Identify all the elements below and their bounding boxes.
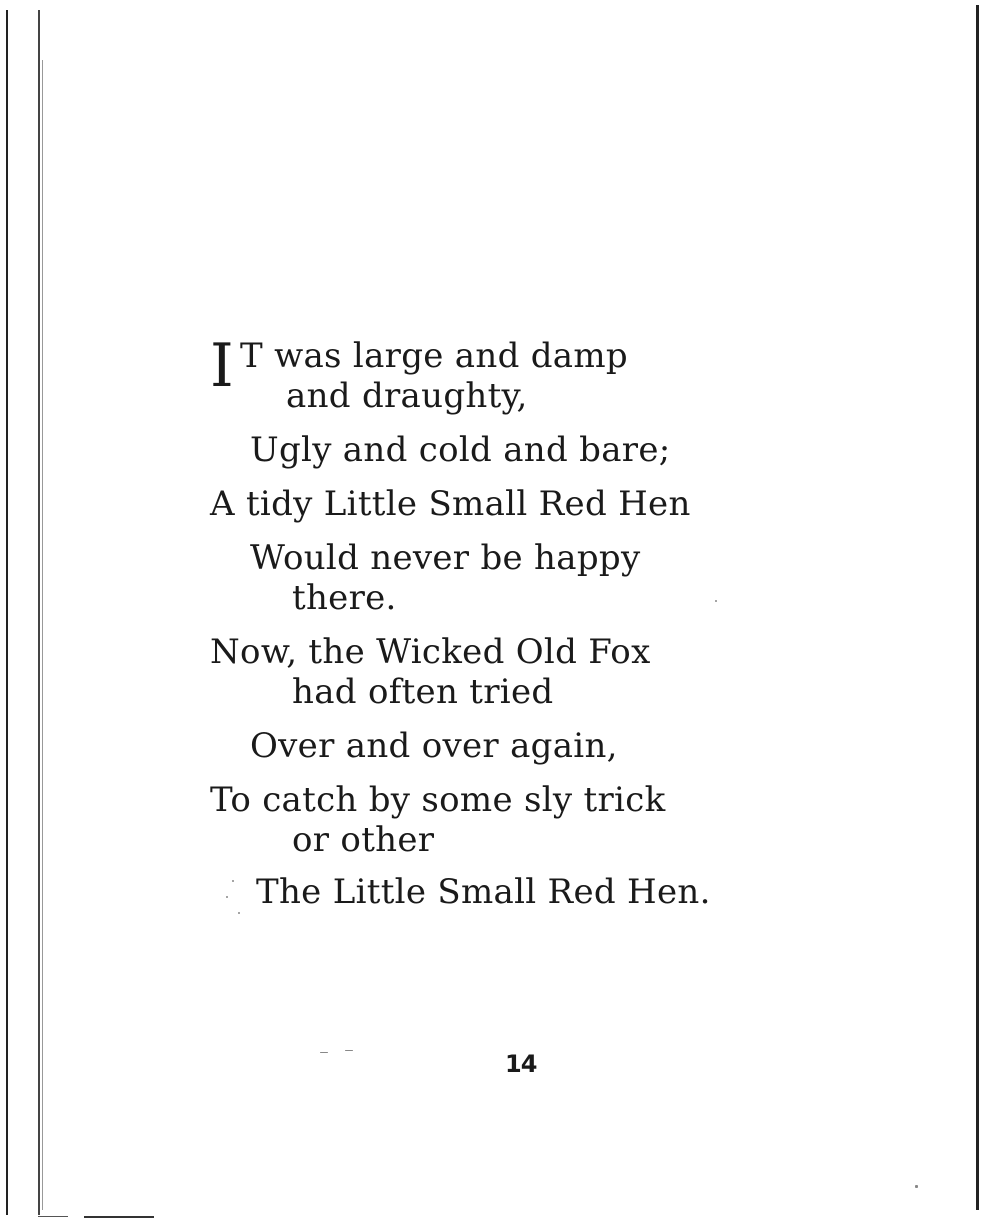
page-border-left-outer — [6, 10, 8, 1215]
page-border-bottom — [84, 1216, 154, 1218]
poem-line: T was large and damp — [240, 336, 628, 376]
page-border-right — [976, 5, 979, 1210]
page-border-bottom-left — [38, 1216, 68, 1217]
scan-speck — [226, 896, 228, 898]
poem-line: Now, the Wicked Old Fox — [210, 632, 651, 672]
poem-line: had often tried — [292, 672, 554, 712]
poem-line: A tidy Little Small Red Hen — [210, 484, 691, 524]
poem-line: there. — [292, 578, 397, 618]
poem-line: Over and over again, — [250, 726, 618, 766]
poem-line: Ugly and cold and bare; — [250, 430, 671, 470]
scan-speck — [715, 600, 717, 602]
poem-line: To catch by some sly trick — [210, 780, 666, 820]
poem-line: and draughty, — [286, 376, 528, 416]
scan-speck — [238, 912, 240, 914]
poem-line: Would never be happy — [250, 538, 641, 578]
page-number: 14 — [505, 1050, 537, 1078]
scan-speck — [320, 1052, 328, 1053]
poem-line: or other — [292, 820, 435, 860]
scan-speck — [915, 1185, 918, 1188]
scan-speck — [345, 1050, 353, 1051]
page-border-left-inner — [38, 10, 40, 1215]
page-border-left-inner-faint — [42, 60, 43, 1210]
drop-cap: I — [210, 331, 234, 401]
poem-line: The Little Small Red Hen. — [256, 872, 711, 912]
scan-speck — [232, 880, 234, 882]
